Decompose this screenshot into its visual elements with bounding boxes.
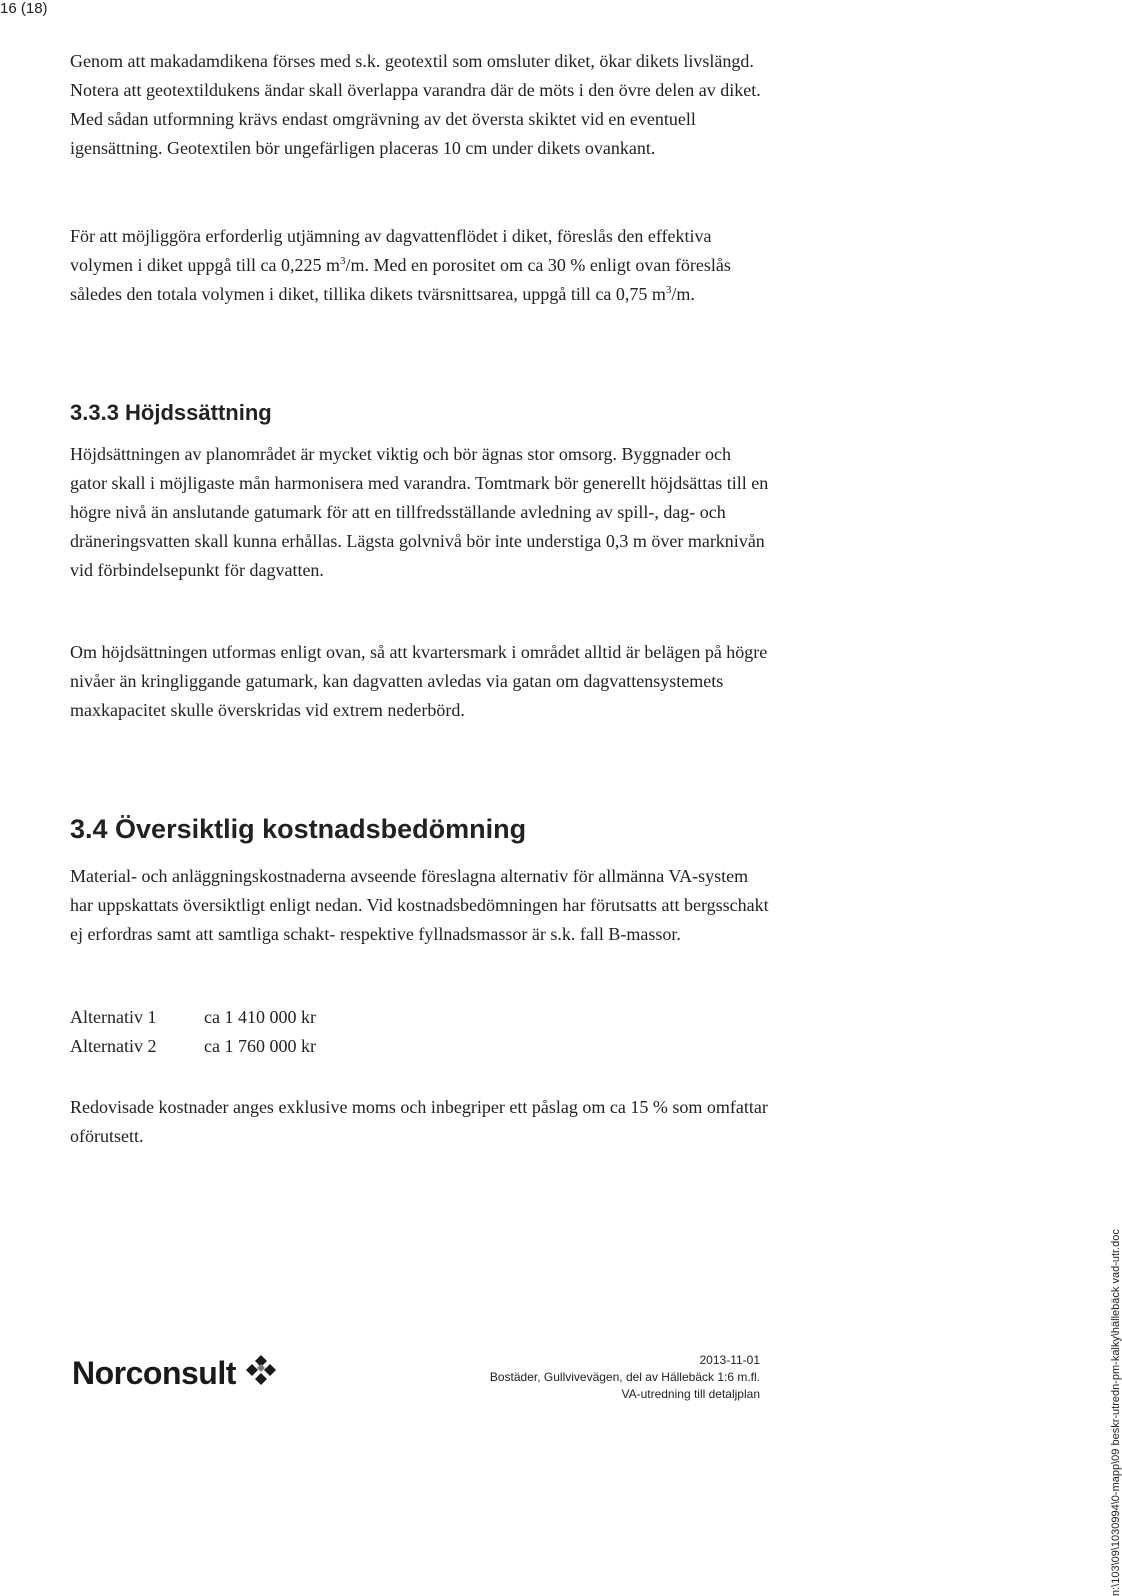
alternative-cost: ca 1 410 000 kr bbox=[204, 1007, 316, 1027]
page-number: 16 (18) bbox=[0, 0, 48, 17]
footer-date: 2013-11-01 bbox=[699, 1353, 760, 1367]
footer-doc-title: VA-utredning till detaljplan bbox=[621, 1387, 760, 1401]
superscript: 3 bbox=[339, 255, 346, 267]
alternative-row bbox=[70, 1036, 316, 1057]
file-path-vertical: n:\103\09\1030994\0-mapp\09 beskr-utredn-pm-kalky\hällebäck vad-utr.doc bbox=[1110, 1229, 1122, 1596]
alternative-name: Alternativ 1 bbox=[70, 1007, 157, 1027]
paragraph-text: Om höjdsättningen utformas enligt ovan, så att kvartersmark i området alltid är belägen på högre nivåer än kringliggande gatumark, kan dagvatten avledas via gatan om dagvattensystemets maxkapacitet skulle överskridas vid extrem nederbörd. bbox=[70, 642, 768, 720]
section-heading-333: 3.3.3 Höjdssättning bbox=[70, 400, 272, 425]
paragraph-text: Höjdsättningen av planområdet är mycket viktig och bör ägnas stor omsorg. Byggnader och gator skall i möjligaste mån harmonisera med varandra. Tomtmark bör generellt höjdsättas till en högre nivå än anslutande gatumark för att en tillfredsställande avledning av spill-, dag- och dräneringsvatten skall kunna erhållas. Lägsta golvnivå bör inte understiga 0,3 m över marknivån vid förbindelsepunkt för dagvatten. bbox=[70, 444, 769, 580]
paragraph-text bbox=[70, 222, 770, 309]
logo-text: Norconsult bbox=[72, 1355, 236, 1391]
text-fragment: /m. Med en porositet om ca 30 % enligt ovan föreslås således den totala volymen i diket, tillika dikets tvärsnittsarea, uppgå till ca 0,75 m bbox=[70, 255, 731, 304]
paragraph-text: Genom att makadamdikena förses med s.k. geotextil som omsluter diket, ökar dikets livslängd. Notera att geotextildukens ändar skall överlappa varandra där de möts i den övre delen av diket. Med sådan utformning krävs endast omgrävning av det översta skiktet vid en eventuell igensättning. Geotextilen bör ungefärligen placeras 10 cm under dikets ovankant. bbox=[70, 51, 761, 158]
norconsult-logo bbox=[72, 1354, 278, 1393]
paragraph-hojdsattning bbox=[70, 440, 770, 585]
diamond-grid-icon bbox=[244, 1354, 278, 1393]
paragraph-text: Redovisade kostnader anges exklusive moms och inbegriper ett påslag om ca 15 % som omfattar oförutsett. bbox=[70, 1097, 768, 1146]
superscript: 3 bbox=[665, 284, 672, 296]
paragraph-kostnad bbox=[70, 862, 770, 949]
paragraph-text: Material- och anläggningskostnaderna avseende föreslagna alternativ för allmänna VA-system har uppskattats översiktligt enligt nedan. Vid kostnadsbedömningen har förutsatts att bergsschakt ej erfordras samt att samtliga schakt- respektive fyllnadsmassor är s.k. fall B-massor. bbox=[70, 866, 769, 944]
text-fragment: /m. bbox=[671, 284, 695, 304]
paragraph-dagvatten bbox=[70, 638, 770, 725]
text-fragment: För att möjliggöra erforderlig utjämning av dagvattenflödet i diket, föreslås den effektiva volymen i diket uppgå till ca 0,225 m bbox=[70, 226, 712, 275]
paragraph-geotextil bbox=[70, 47, 770, 163]
paragraph-volym bbox=[70, 222, 770, 309]
alternative-row bbox=[70, 1007, 316, 1028]
footer-project: Bostäder, Gullvivevägen, del av Hällebäck 1:6 m.fl. bbox=[489, 1370, 760, 1384]
alternative-cost: ca 1 760 000 kr bbox=[204, 1036, 316, 1056]
alternative-name: Alternativ 2 bbox=[70, 1036, 157, 1056]
footer-meta bbox=[490, 1352, 760, 1403]
paragraph-moms bbox=[70, 1093, 770, 1151]
section-heading-34: 3.4 Översiktlig kostnadsbedömning bbox=[70, 814, 527, 844]
